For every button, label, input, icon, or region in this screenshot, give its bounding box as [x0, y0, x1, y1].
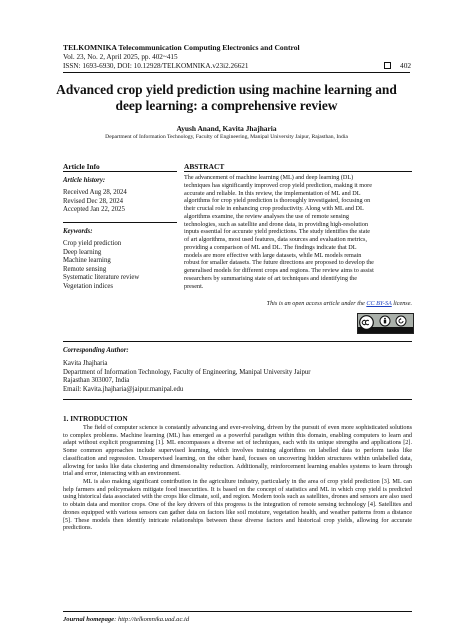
text-line: The field of computer science is constantly advancing and ever-evolving, driven by the pursuit of	[83, 424, 327, 431]
page-number: 402	[400, 61, 412, 70]
corresponding-name: Kavita Jhajharia	[63, 360, 108, 367]
keywords-heading: Keywords:	[63, 228, 93, 235]
square-icon	[384, 62, 391, 69]
corresponding-address: Rajasthan 303007, India	[63, 377, 130, 385]
license-link[interactable]: CC BY-SA	[366, 300, 392, 307]
abstract-line: their crucial role in enhancing crop productivity. Along with ML and DL	[184, 205, 364, 212]
title-line: Advanced crop yield prediction using machine learning and	[56, 82, 397, 97]
text-line: environment.	[147, 470, 181, 478]
license-end: license.	[391, 300, 412, 307]
text-line: like climate, soil, and region. Modern tools such as satellites, drones and sensors are also used to obtain data	[63, 493, 412, 509]
abstract-line: technologies, such as satellite and drone data, in providing high-resolution	[184, 220, 369, 228]
authors: Ayush Anand, Kavita Jhajharia	[176, 124, 277, 133]
keyword: Systematic literature review	[63, 274, 140, 282]
header-divider	[63, 72, 410, 73]
journal-homepage	[63, 616, 189, 623]
license-note	[184, 300, 412, 307]
text-line: even more sophisticated solutions to complex problems. Machine learning (ML) has emerged as a powerful	[63, 424, 412, 439]
history-heading: Article history:	[63, 177, 106, 184]
text-line: approaches include supervised learning, which involves training algorithms on labelled data to perform tasks	[105, 447, 400, 455]
abstract-line: algorithms for crop yield prediction is thoroughly investigated, focusing on	[184, 197, 371, 205]
paper-title	[40, 82, 413, 114]
keyword: Deep learning	[63, 248, 102, 256]
corresponding-email[interactable]: Email: Kavita.jhajharia@jaipur.manipal.edu	[63, 385, 184, 393]
article-info-heading: Article Info	[63, 162, 100, 171]
volume-line: Vol. 23, No. 2, April 2025, pp. 402~415	[63, 53, 178, 61]
cc-by-sa-logo[interactable]	[357, 313, 414, 334]
corresponding-department: Department of Information Technology, Faculty of Engineering, Manipal University Jaipur	[63, 368, 311, 376]
abstract-line: researchers by summarising state of art techniques and identifying the	[184, 274, 358, 282]
text-line: encompasses a diverse set of techniques, each with its unique strengths and applications [2]. Some common	[63, 439, 412, 455]
abstract-line: algorithms examine, the review analyses the use of remote sensing	[184, 212, 349, 220]
keyword: Vegetation indices	[63, 282, 114, 290]
text-line: ML is also making significant contribution in the agriculture industry, particularly in the area of	[83, 478, 326, 486]
abstract-line: providing a comparison of ML and DL. The findings indicate that DL	[184, 243, 357, 251]
text-line: Satellites and drones equipped with various sensors can gather data on factors like soil moisture, vegetation	[63, 501, 412, 516]
abstract-text	[184, 174, 412, 290]
text-line: like classification and regression. Unsupervised learning, on the other hand, focuses on uncovering hidden	[63, 447, 413, 462]
article-info-rule	[63, 171, 177, 172]
issn-doi-line: ISSN: 1693-6930, DOI: 10.12928/TELKOMNIKA.v23i2.26621	[63, 62, 249, 70]
history-item: Revised Dec 28, 2024	[63, 197, 124, 205]
abstract-line: techniques has significantly improved crop yield prediction, making it more	[184, 181, 372, 189]
text-line: concept of statistics and ML in which crop yield is predicted using historical data associated with the crops	[63, 485, 413, 501]
history-item: Received Aug 28, 2024	[63, 189, 127, 196]
abstract-line: robust for smaller datasets. The future directions are proposed to develop the	[184, 259, 374, 267]
paragraph	[63, 424, 412, 478]
keyword: Crop yield prediction	[63, 240, 122, 247]
text-line: structures within unlabelled data, allowing for tasks like data clustering and dimensionality reduction.	[63, 454, 413, 470]
cc-badge-icon	[358, 314, 413, 333]
text-line: health, and weather patterns from a distance [5]. These models then identify intricate relationships between	[63, 508, 412, 524]
homepage-label: Journal homepage	[63, 616, 115, 623]
introduction-body	[63, 424, 412, 532]
corresponding-heading: Corresponding Author:	[63, 347, 129, 354]
footer-rule	[63, 611, 412, 612]
abstract-line: generalised models for different crops and regions. The review aims to assist	[184, 267, 374, 274]
corresponding-bottom-rule	[63, 399, 412, 400]
keywords-rule	[63, 222, 177, 223]
text-line: paradigm within this domain, enabling computers to learn and adapt without explicit programming [1]. ML	[63, 431, 413, 447]
abstract-line: inputs essential for accurate yield predictions. The study identifies the state	[184, 228, 370, 236]
text-line: and monitor crops. One of the key drivers of this progress is the integration of remote sensing technology [4].	[99, 501, 377, 509]
abstract-heading: ABSTRACT	[184, 162, 225, 171]
history-item: Accepted Jan 22, 2025	[63, 206, 125, 214]
text-line: these diverse factors and historical crop yields, allowing for accurate predictions.	[63, 516, 413, 532]
abstract-line: of art algorithms, most used features, data sources and evaluation metrics,	[184, 236, 367, 243]
affiliation: Department of Information Technology, Faculty of Engineering, Manipal University Jaipur, Rajasthan, India	[105, 134, 348, 140]
journal-name: TELKOMNIKA Telecommunication Computing Electronics and Control	[63, 43, 300, 52]
corresponding-top-rule	[63, 341, 412, 342]
history-list	[63, 189, 127, 215]
text-line: crop yield prediction [3]. ML can help farmers and policymakers mitigate food insecurities. It is based on the	[63, 478, 413, 493]
section-heading-introduction: 1. INTRODUCTION	[63, 415, 128, 423]
license-text: This is an open access article under the	[266, 300, 367, 307]
title-line: deep learning: a comprehensive review	[115, 98, 338, 113]
abstract-rule	[184, 171, 412, 172]
abstract-line: The advancement of machine learning (ML) and deep learning (DL)	[184, 174, 354, 181]
paragraph	[63, 478, 412, 532]
keywords-list	[63, 240, 139, 292]
abstract-line: present.	[184, 282, 204, 290]
text-line: Additionally, reinforcement learning enables systems to learn through trial and error, interacting with an	[63, 462, 412, 478]
corresponding-details	[63, 360, 311, 394]
abstract-line: accurate and reliable. In this review, the implementation of ML and DL	[184, 189, 361, 197]
keyword: Machine learning	[63, 257, 111, 265]
homepage-url[interactable]: : http://telkomnika.uad.ac.id	[114, 616, 190, 623]
keyword: Remote sensing	[63, 265, 107, 273]
abstract-line: models are more effective with large datasets, while ML models remain	[184, 251, 362, 259]
